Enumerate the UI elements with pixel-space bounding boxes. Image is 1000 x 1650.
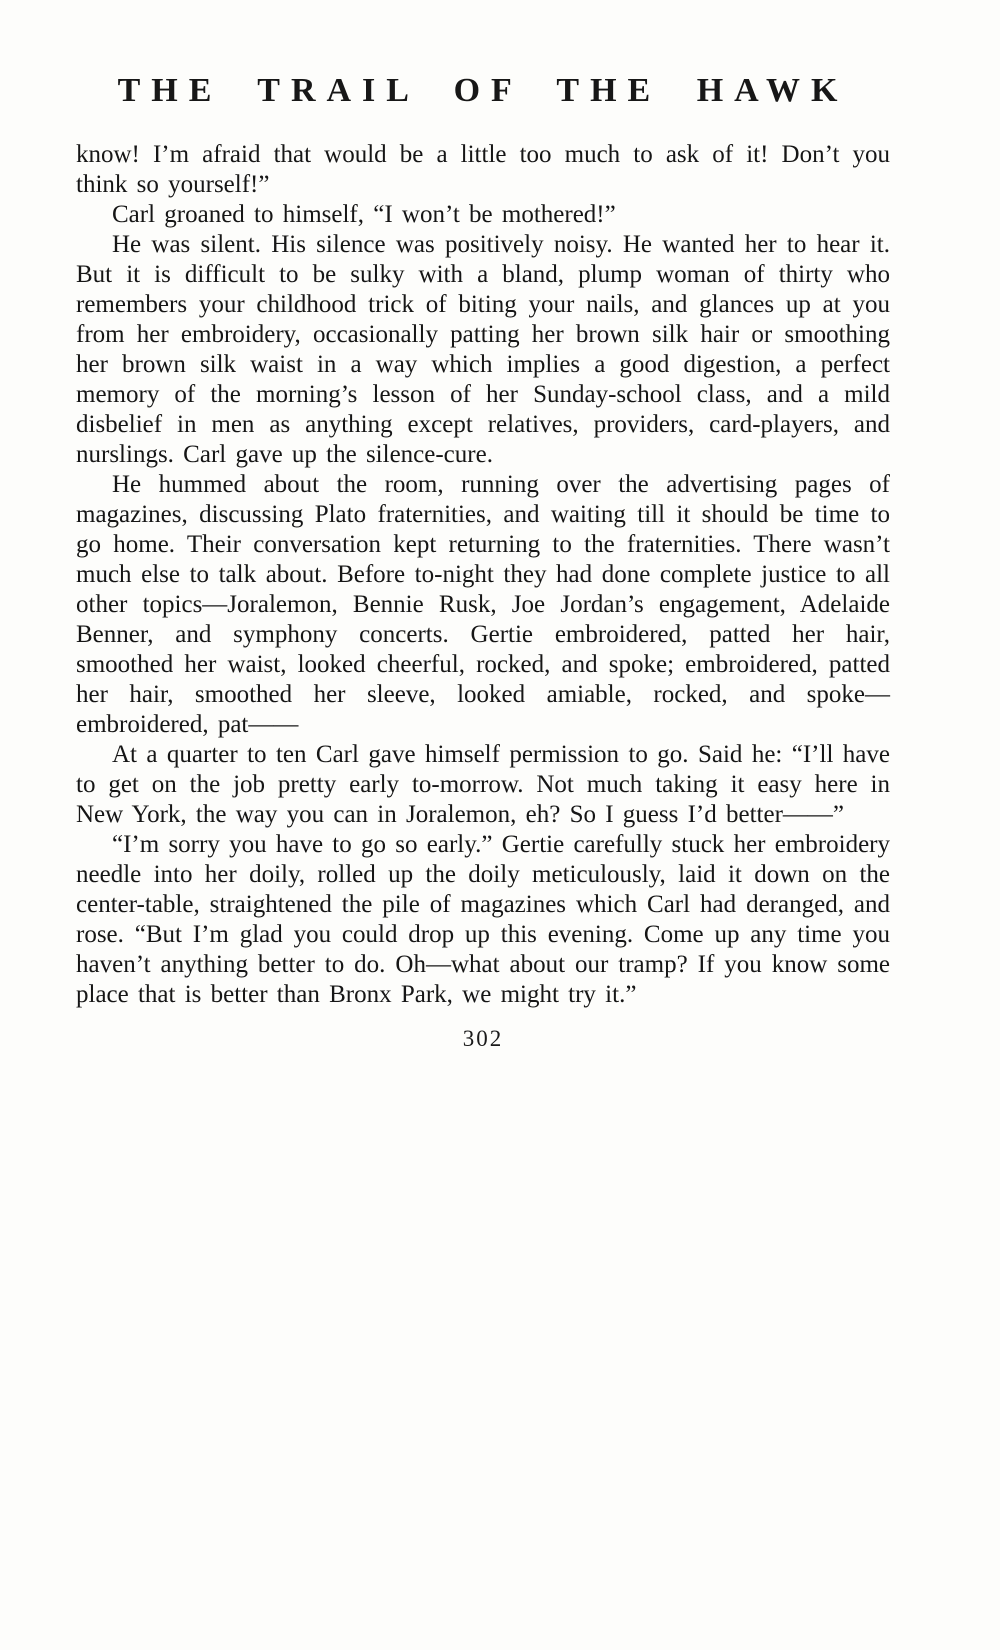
paragraph: He hummed about the room, running over the advertising pages of magazines, discussing Plato fraternities, and waiting till it should be time to go home. Their conversation kept returning to the fraternities. There wasn’t much else to talk about. Before to-night they had done complete justice to all other topics—Joralemon, Bennie Rusk, Joe Jordan’s engagement, Adelaide Benner, and symphony concerts. Gertie embroidered, patted her hair, smoothed her waist, looked cheerful, rocked, and spoke; embroidered, patted her hair, smoothed her sleeve, looked amiable, rocked, and spoke—embroidered, pat—— (76, 471, 890, 738)
paragraph: Carl groaned to himself, “I won’t be mothered!” (112, 201, 616, 228)
paragraph: He was silent. His silence was positively noisy. He wanted her to hear it. But it is difficult to be sulky with a bland, plump woman of thirty who remembers your childhood trick of biting your nails, and glances up at you from her embroidery, occasionally patting her brown silk hair or smoothing her brown silk waist in a way which implies a good digestion, a perfect memory of the morning’s lesson of her Sunday-school class, and a mild disbelief in men as anything except relatives, providers, card-players, and nurslings. Carl gave up the silence-cure. (76, 231, 890, 468)
paragraph: “I’m sorry you have to go so early.” Gertie carefully stuck her embroidery needle into her doily, rolled up the doily meticulously, laid it down on the center-table, straightened the pile of magazines which Carl had deranged, and rose. “But I’m glad you could drop up this evening. Come up any time you haven’t anything better to do. Oh—what about our tramp? If you know some place that is better than Bronx Park, we might try it.” (76, 831, 890, 1008)
paragraph: At a quarter to ten Carl gave himself permission to go. Said he: “I’ll have to get on the job pretty early to-morrow. Not much taking it easy here in New York, the way you can in Joralemon, eh? So I guess I’d better——” (76, 741, 890, 828)
body-text (76, 140, 890, 1010)
page-number: 302 (462, 1026, 504, 1051)
paragraph: know! I’m afraid that would be a little too much to ask of it! Don’t you think so yourself!” (76, 141, 890, 198)
page-header: THE TRAIL OF THE HAWK (117, 72, 849, 109)
